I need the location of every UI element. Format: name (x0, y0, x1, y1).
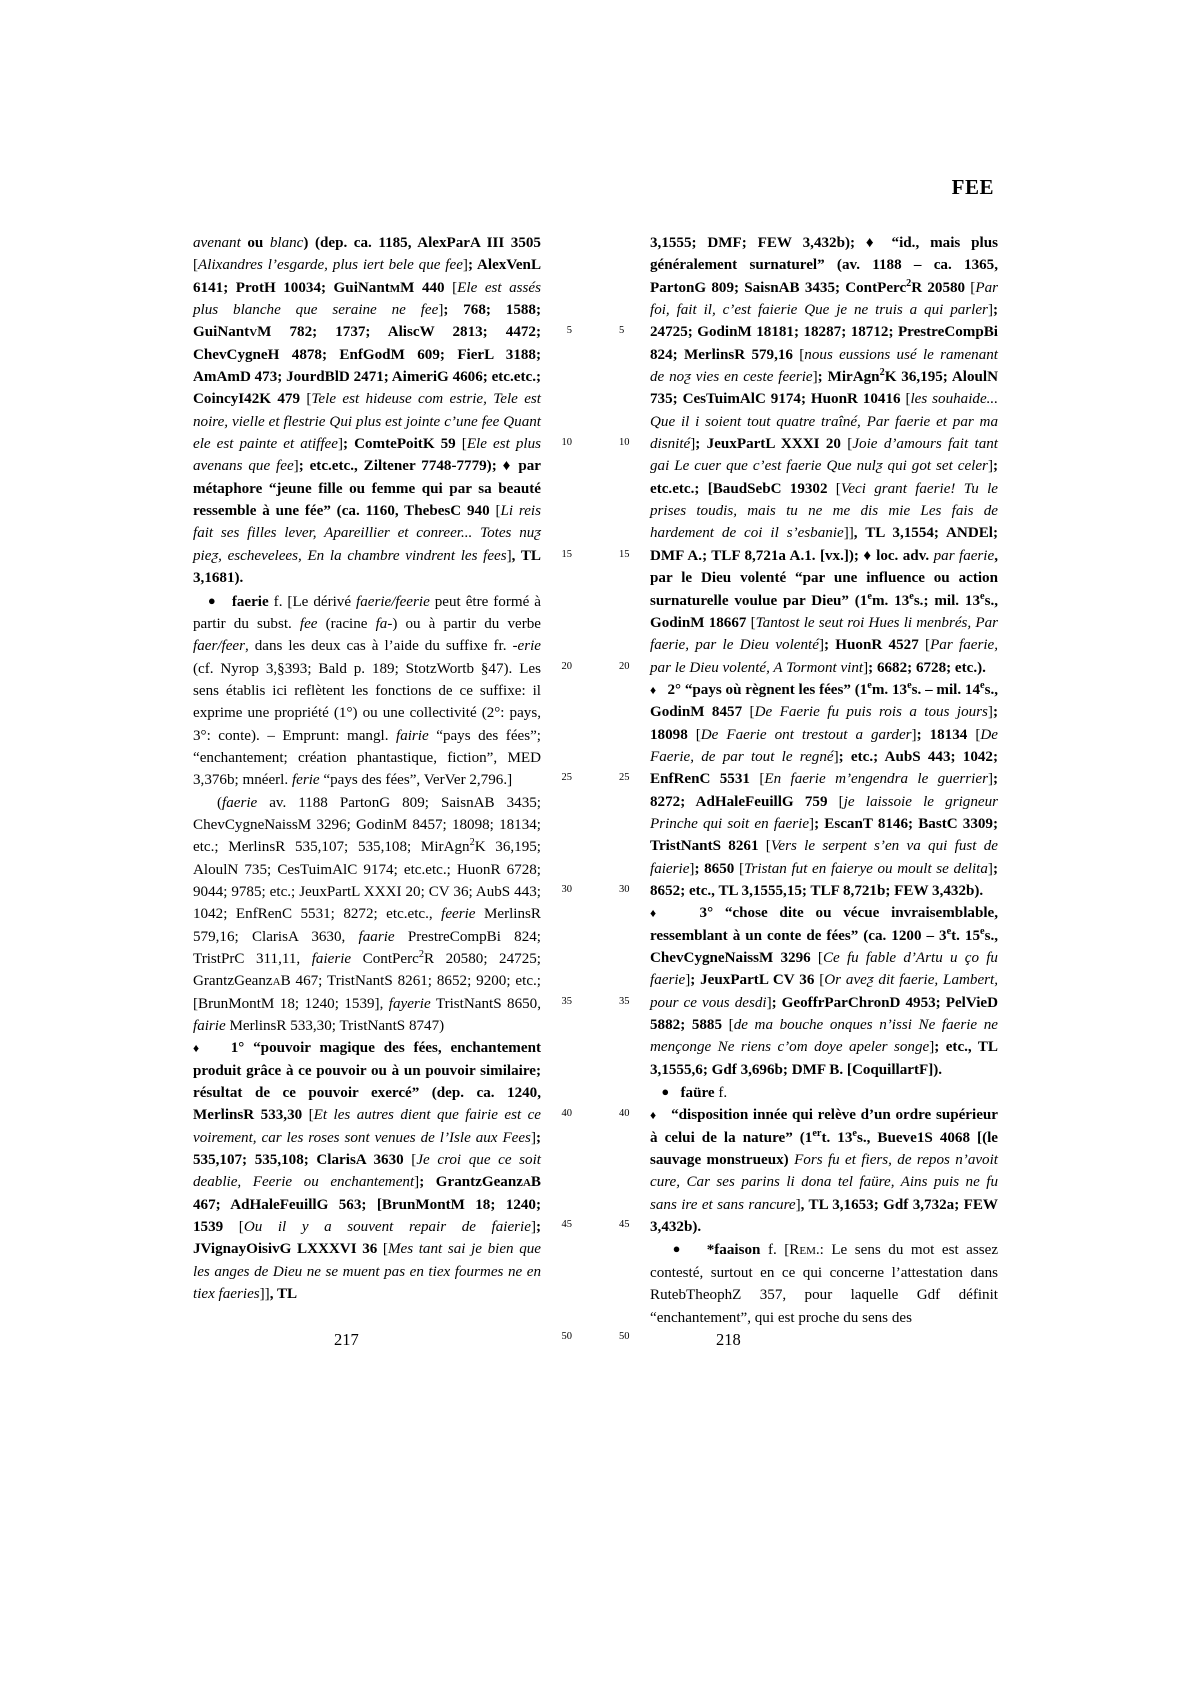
running-head: FEE (951, 175, 994, 199)
line-number: 45 (619, 1219, 630, 1231)
line-number: 45 (561, 1219, 572, 1231)
paragraph-r-faaison: ● *faaison f. [Rem.: Le sens du mot est assez contesté, surtout en ce qui concerne l’attestation dans RutebTheophZ 357, pour laquelle Gdf définit “enchantement”, qui est proche du sens des (650, 1241, 999, 1326)
line-number: 20 (619, 660, 630, 672)
column-left (193, 232, 572, 1343)
paragraph-r-faure-head: ● faüre f. (661, 1084, 728, 1102)
column-right-text (650, 232, 998, 1329)
line-number: 20 (561, 660, 572, 672)
line-number: 10 (561, 437, 572, 449)
paragraph-p-sense-1: ♦ 1° “pouvoir magique des fées, enchantement produit grâce à ce pouvoir ou à un pouvoir similaire; résultat de ce pouvoir exercé” (dep. ca. 1240, MerlinsR 533,30 [Et les autres dient que fairie est ce voirement, car les roses sont venues de l’Isle aux Fees]; 535,107; 535,108; ClarisA 3630 [Je croi que ce soit deablie, Feerie ou enchantement]; GrantzGeanzaB 467; AdHaleFeuillG 563; [BrunMontM 18; 1240; 1539 [Ou il y a souvent repair de faierie]; JVignayOisivG LXXXVI 36 [Mes tant sai je bien que les anges de Dieu ne se muent pas en tiex fourmes ne en tiex faeries]], TL (193, 1040, 542, 1303)
line-number: 15 (561, 548, 572, 560)
paragraph-r-faure-sense: ♦ “disposition innée qui relève d’un ordre supérieur à celui de la nature” (1ert. 13es., Bueve1S 4068 [(le sauvage monstrueux) Fors fu et fiers, de repos n’avoit cure, Car ses parins li dona tel faüre, Ains puis ne fu sans ire et sans rancure], TL 3,1653; Gdf 3,732a; FEW 3,432b). (650, 1107, 999, 1236)
page-number-left: 217 (334, 1330, 359, 1349)
line-number: 40 (561, 1107, 572, 1119)
paragraph-r-cont: 3,1555; DMF; FEW 3,432b); ♦ “id., mais plus généralement surnaturel” (av. 1188 – ca. 1365, PartonG 809; SaisnAB 3435; ContPerc$^2$R 20580 [Par foi, fait il, c’est faierie Que je ne truis a qui parler]; 24725; GodinM 18181; 18287; 18712; PrestreCompBi 824; MerlinsR 579,16 [nous eussions usé le ramenant de noƺ vies en ceste feerie]; MirAgn$^2$K 36,195; AloulN 735; CesTuimAlC 9174; HuonR 10416 [les souhaide... Que il i soient tout quatre traîné, Par faerie et par ma disnité]; JeuxPartL XXXI 20 [Joie d’amours fait tant gai Le cuer que c’est faerie Que nulƺ qui got set celer]; etc.etc.; [BaudSebC 19302 [Veci grant faerie! Tu le prises toudis, mais tu ne me dis mie Les fais de hardement de coi il s’esbanie]], TL 3,1554; ANDEl; DMF A.; TLF 8,721a A.1. [vx.]); ♦ loc. adv. par faerie, par le Dieu volenté “par une influence ou action surnaturelle voulue par Dieu” (1em. 13es.; mil. 13es., GodinM 18667 [Tantost le seut roi Hues li menbrés, Par faerie, par le Dieu volenté]; HuonR 4527 [Par faerie, par le Dieu volenté, A Tormont vint]; 6682; 6728; etc.). (650, 235, 999, 676)
line-number: 5 (619, 325, 625, 337)
line-number: 35 (561, 995, 572, 1007)
paragraph-p-attestations: (faerie av. 1188 PartonG 809; SaisnAB 3435; ChevCygneNaissM 3296; GodinM 8457; 18098; 18134; etc.; MerlinsR 535,107; 535,108; MirAgn$^2$K 36,195; AloulN 735; CesTuimAlC 9174; etc.etc.; HuonR 6728; 9044; 9785; etc.; JeuxPartL XXXI 20; CV 36; AubS 443; 1042; EnfRenC 5531; 8272; etc.etc., feerie MerlinsR 579,16; ClarisA 3630, faarie PrestreCompBi 824; TristPrC 311,11, faierie ContPerc$^2$R 20580; 24725; GrantzGeanzaB 467; TristNantS 8261; 8652; 9200; etc.; [BrunMontM 18; 1240; 1539], fayerie TristNantS 8650, fairie MerlinsR 533,30; TristNantS 8747) (193, 794, 541, 1035)
paragraph-p-fee-cont: avenant ou blanc) (dep. ca. 1185, AlexParA III 3505 [Alixandres l’esgarde, plus iert bele que fee]; AlexVenL 6141; ProtH 10034; GuiNantmM 440 [Ele est assés plus blanche que seraine ne fee]; 768; 1588; GuiNantvM 782; 1737; AliscW 2813; 4472; ChevCygneH 4878; EnfGodM 609; FierL 3188; AmAmD 473; JourdBlD 2471; AimeriG 4606; etc.etc.; CoincyI42K 479 [Tele est hideuse com estrie, Tele est noire, vielle et flestrie Qui plus est jointe c’une fee Quant ele est painte et atiffee]; ComtePoitK 59 [Ele est plus avenans que fee]; etc.etc., Ziltener 7748-7779); ♦ par métaphore “jeune fille ou femme qui par sa beauté ressemble à une fée” (ca. 1160, ThebesC 940 [Li reis fait ses filles lever, Apareillier et conreer... Totes nuƺ pieƺ, eschevelees, En la chambre vindrent les fees], TL 3,1681). (193, 235, 542, 587)
line-number: 35 (619, 995, 630, 1007)
line-number: 30 (561, 884, 572, 896)
page-number-right: 218 (716, 1330, 741, 1349)
paragraph-p-faerie-head: ● faerie f. [Le dérivé faerie/feerie peut être formé à partir du subst. fee (racine fa-) ou à partir du verbe faer/feer, dans les deux cas à l’aide du suffixe fr. -erie (cf. Nyrop 3,§393; Bald p. 189; StotzWortb §47). Les sens établis ici reflètent les fonctions de ce suffixe: il exprime une propriété (1°) ou une collectivité (2°: pays, 3°: conte). – Emprunt: mangl. fairie “pays des fées”; “enchantement; création phantastique, fiction”, MED 3,376b; mnéerl. ferie “pays des fées”, VerVer 2,796.] (193, 592, 541, 789)
line-number: 50 (619, 1331, 630, 1343)
paragraph-r-sense-3: ♦ 3° “chose dite ou vécue invraisemblable, ressemblant à un conte de fées” (ca. 1200 – 3et. 15es., ChevCygneNaissM 3296 [Ce fu fable d’Artu u ço fu faerie]; JeuxPartL CV 36 [Or aveƺ dit faerie, Lambert, pour ce vous desdi]; GeoffrParChronD 4953; PelVieD 5882; 5885 [de ma bouche onques n’issi Ne faerie ne mençonge Ne riens c’om doye apeler songe]; etc., TL 3,1555,6; Gdf 3,696b; DMF B. [CoquillartF]). (650, 905, 999, 1078)
line-number: 50 (561, 1331, 572, 1343)
line-number: 10 (619, 437, 630, 449)
line-number: 30 (619, 884, 630, 896)
line-number: 25 (619, 772, 630, 784)
line-number: 25 (561, 772, 572, 784)
line-number: 15 (619, 548, 630, 560)
line-number: 5 (566, 325, 572, 337)
column-left-text (193, 232, 541, 1306)
paragraph-r-sense-2: ♦ 2° “pays où règnent les fées” (1em. 13es. – mil. 14es., GodinM 8457 [De Faerie fu puis rois a tous jours]; 18098 [De Faerie ont trestout a garder]; 18134 [De Faerie, de par tout le regné]; etc.; AubS 443; 1042; EnfRenC 5531 [En faerie m’engendra le guerrier]; 8272; AdHaleFeuillG 759 [je laissoie le grigneur Prinche qui soit en faerie]; EscanT 8146; BastC 3309; TristNantS 8261 [Vers le serpent s’en va qui fust de faierie]; 8650 [Tristan fut en faierye ou moult se delita]; 8652; etc., TL 3,1555,15; TLF 8,721b; FEW 3,432b). (650, 679, 999, 899)
line-number: 40 (619, 1107, 630, 1119)
